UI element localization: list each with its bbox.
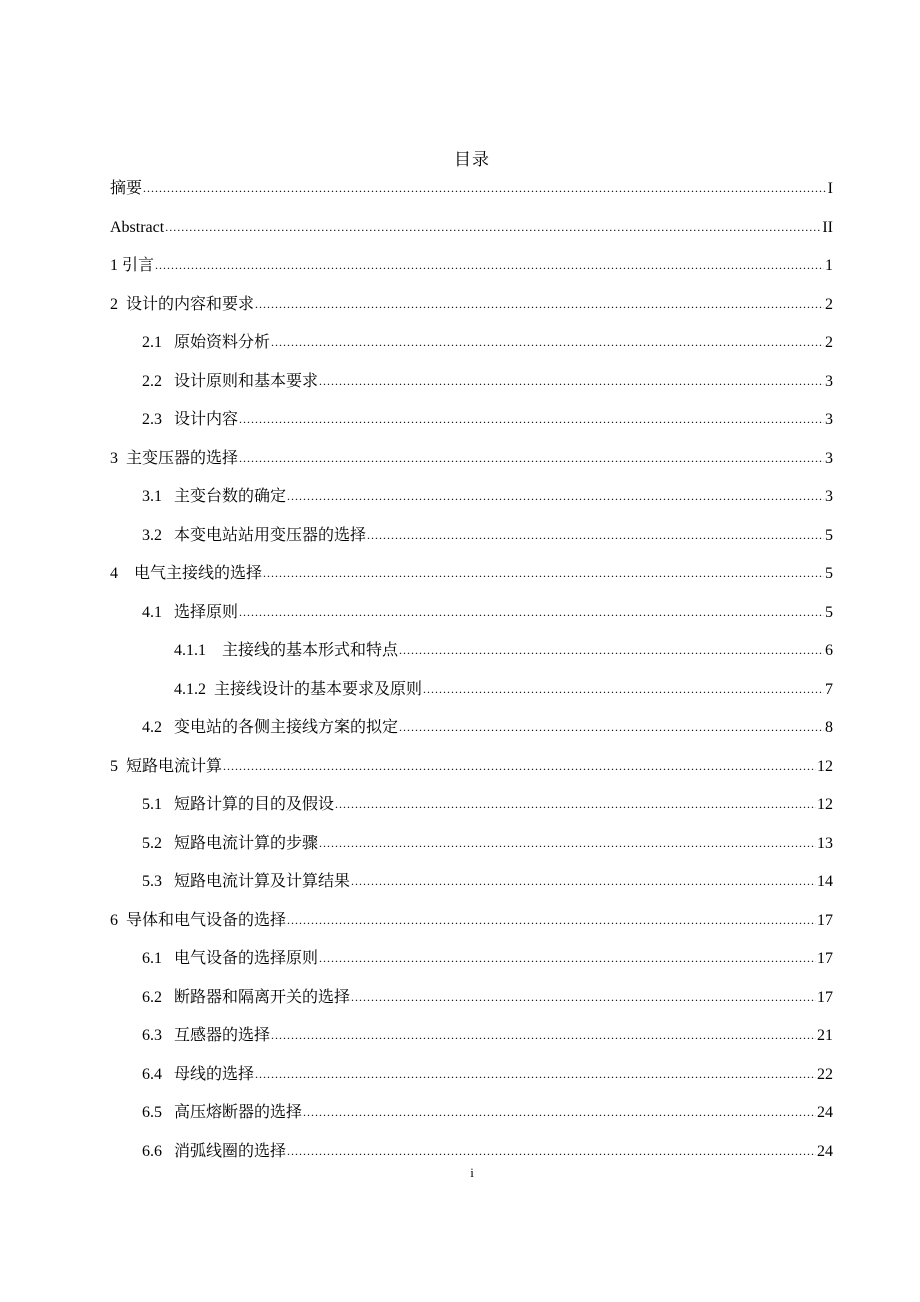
toc-entry-section-6-4[interactable] [110,1062,833,1101]
toc-entry-section-6-3[interactable] [110,1023,833,1062]
toc-entry-section-2-1[interactable] [110,330,833,369]
toc-entry-text: 本变电站站用变压器的选择 [174,526,367,544]
toc-entry-page: I [827,180,833,197]
toc-entry-text: Abstract [110,218,165,236]
toc-entry-page: 21 [817,1027,833,1044]
toc-entry-number: 4.1.1 [174,642,222,659]
toc-entry-page: 6 [825,642,833,659]
toc-entry-number: 3.2 [142,526,174,544]
toc-entry-text: 断路器和隔离开关的选择 [174,988,351,1006]
toc-entry-text: 设计原则和基本要求 [174,372,319,390]
toc-entry-section-3-1[interactable] [110,484,833,523]
toc-entry-section-4-2[interactable] [110,715,833,754]
toc-entry-number: 4.1 [142,603,174,621]
toc-dot-leader [155,254,824,276]
toc-entry-text: 变电站的各侧主接线方案的拟定 [174,719,399,736]
toc-entry-number: 3 [110,449,126,467]
toc-entry-text: 高压熔断器的选择 [174,1104,303,1121]
toc-entry-page: 24 [817,1104,833,1121]
toc-entry-page: 17 [817,911,833,929]
page-number: i [470,1165,474,1180]
toc-entry-page: 8 [825,719,833,736]
toc-entry-section-4-1-2[interactable] [110,677,833,716]
toc-entry-page: 5 [825,603,833,621]
toc-entry-page: 2 [825,334,833,351]
toc-entry-text: 母线的选择 [174,1065,255,1083]
toc-entry-page: 5 [825,526,833,544]
toc-entry-text: 设计的内容和要求 [126,295,255,313]
toc-entry-section-4-1-1[interactable] [110,638,833,677]
toc-entry-number: 6.6 [142,1142,174,1160]
toc-entry-text: 短路电流计算 [126,757,223,775]
toc-entry-text: 选择原则 [174,603,239,621]
toc-dot-leader [271,1024,816,1046]
toc-entry-abstract-en[interactable] [110,215,833,254]
toc-entry-text: 消弧线圈的选择 [174,1142,287,1160]
toc-entry-abstract-cn[interactable] [110,176,833,215]
table-of-contents [110,176,833,1177]
toc-entry-chapter-4[interactable] [110,561,833,600]
toc-dot-leader [143,177,827,199]
toc-entry-number: 5.2 [142,834,174,852]
toc-entry-section-3-2[interactable] [110,523,833,562]
toc-entry-number: 2.1 [142,334,174,351]
toc-dot-leader [239,447,824,469]
toc-entry-number: 6.1 [142,950,174,967]
toc-entry-page: 7 [825,680,833,698]
toc-entry-number: 1 [110,257,122,274]
toc-entry-number: 3.1 [142,488,174,505]
toc-dot-leader [351,986,816,1008]
toc-entry-text: 短路计算的目的及假设 [174,796,335,813]
toc-entry-text: 电气设备的选择原则 [174,950,319,967]
toc-dot-leader [399,716,824,738]
toc-entry-text: 摘要 [110,180,143,197]
toc-dot-leader [287,909,816,931]
toc-entry-page: 3 [825,372,833,390]
toc-entry-text: 主变压器的选择 [126,449,239,467]
toc-dot-leader [423,678,824,700]
toc-entry-page: II [822,218,833,236]
toc-entry-section-6-5[interactable] [110,1100,833,1139]
toc-entry-page: 2 [825,295,833,313]
toc-entry-page: 17 [817,988,833,1006]
toc-entry-text: 设计内容 [174,411,239,428]
toc-entry-chapter-2[interactable] [110,292,833,331]
toc-entry-page: 3 [825,488,833,505]
toc-entry-section-6-1[interactable] [110,946,833,985]
toc-entry-text: 导体和电气设备的选择 [126,911,287,929]
toc-dot-leader [335,793,816,815]
toc-dot-leader [319,832,816,854]
toc-entry-number: 5 [110,757,126,775]
toc-entry-section-2-2[interactable] [110,369,833,408]
toc-entry-number: 4.1.2 [174,680,214,698]
toc-entry-text: 短路电流计算及计算结果 [174,873,351,890]
toc-entry-page: 3 [825,411,833,428]
toc-entry-section-2-3[interactable] [110,407,833,446]
toc-dot-leader [287,485,824,507]
toc-entry-page: 3 [825,449,833,467]
toc-entry-text: 原始资料分析 [174,334,271,351]
toc-dot-leader [287,1140,816,1162]
toc-entry-text: 短路电流计算的步骤 [174,834,319,852]
toc-dot-leader [399,639,824,661]
toc-entry-number: 6.2 [142,988,174,1006]
toc-dot-leader [319,947,816,969]
toc-dot-leader [223,755,816,777]
toc-entry-chapter-6[interactable] [110,908,833,947]
toc-entry-number: 5.1 [142,796,174,813]
toc-dot-leader [303,1101,816,1123]
toc-entry-section-5-3[interactable] [110,869,833,908]
toc-entry-page: 14 [817,873,833,890]
toc-dot-leader [351,870,816,892]
toc-entry-number: 4.2 [142,719,174,736]
toc-dot-leader [255,293,824,315]
toc-entry-text: 互感器的选择 [174,1027,271,1044]
toc-entry-section-6-2[interactable] [110,985,833,1024]
toc-dot-leader [255,1063,816,1085]
toc-entry-number: 6.4 [142,1065,174,1083]
toc-entry-page: 13 [817,834,833,852]
toc-entry-page: 12 [817,796,833,813]
toc-entry-text: 主变台数的确定 [174,488,287,505]
toc-title: 目录 [454,150,490,169]
toc-entry-section-5-2[interactable] [110,831,833,870]
toc-entry-section-4-1[interactable] [110,600,833,639]
toc-entry-page: 24 [817,1142,833,1160]
toc-entry-page: 12 [817,757,833,775]
toc-entry-page: 1 [825,257,833,274]
toc-entry-number: 6.3 [142,1027,174,1044]
toc-entry-text: 电气主接线的选择 [134,565,263,582]
toc-entry-number: 6.5 [142,1104,174,1121]
toc-dot-leader [239,601,824,623]
toc-entry-page: 17 [817,950,833,967]
toc-entry-text: 引言 [122,257,155,274]
toc-entry-number: 2 [110,295,126,313]
toc-entry-number: 2.2 [142,372,174,390]
toc-entry-text: 主接线的基本形式和特点 [222,642,399,659]
toc-dot-leader [239,408,824,430]
toc-entry-chapter-1[interactable] [110,253,833,292]
toc-entry-text: 主接线设计的基本要求及原则 [214,680,423,698]
toc-entry-number: 5.3 [142,873,174,890]
toc-dot-leader [319,370,824,392]
toc-dot-leader [367,524,824,546]
toc-entry-number: 4 [110,565,134,582]
toc-entry-section-5-1[interactable] [110,792,833,831]
toc-dot-leader [165,216,821,238]
toc-entry-page: 5 [825,565,833,582]
toc-entry-chapter-5[interactable] [110,754,833,793]
toc-entry-page: 22 [817,1065,833,1083]
toc-dot-leader [271,331,824,353]
toc-entry-number: 6 [110,911,126,929]
toc-dot-leader [263,562,824,584]
toc-entry-number: 2.3 [142,411,174,428]
toc-entry-chapter-3[interactable] [110,446,833,485]
